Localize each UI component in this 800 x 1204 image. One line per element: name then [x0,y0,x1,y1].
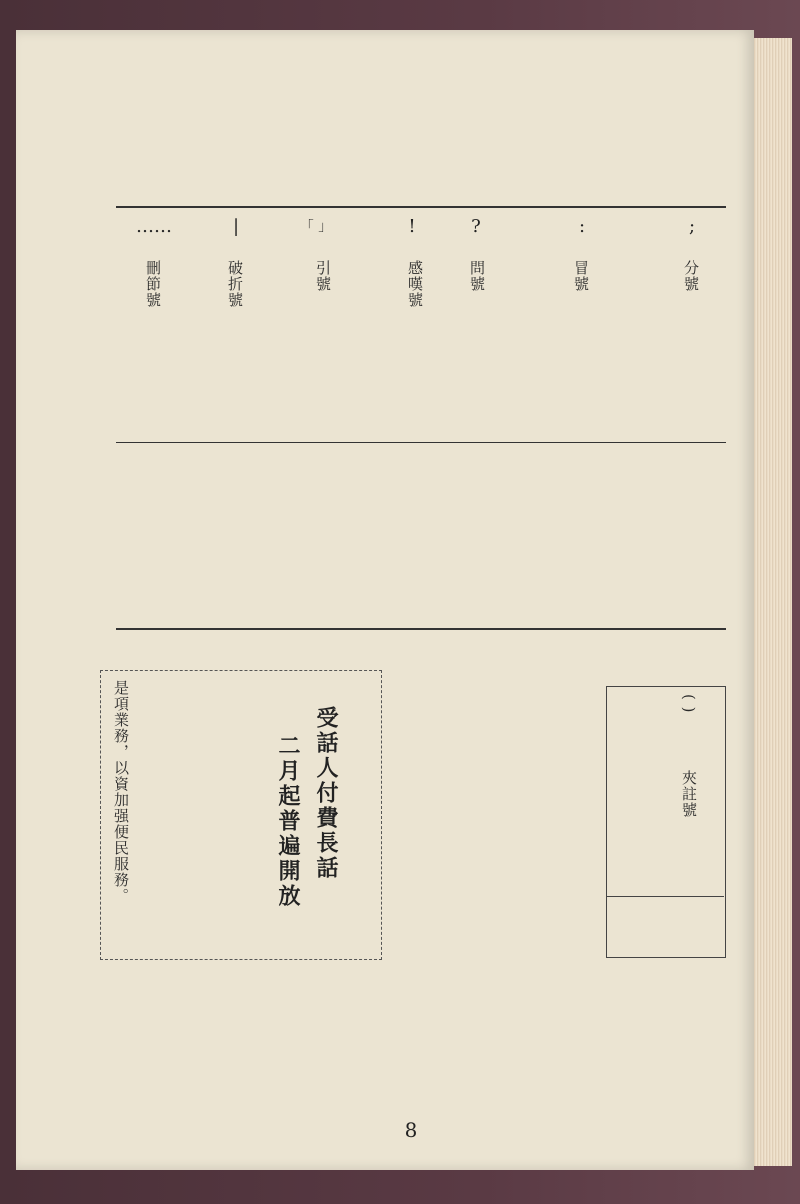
name-question: 問號 [468,260,486,292]
name-ellipsis: 刪節號 [144,260,162,308]
mark-dash: | [232,216,240,237]
page-number: 8 [404,1118,418,1142]
document-page [16,30,754,1170]
name-exclamation: 感嘆號 [406,260,424,308]
bracket-note-box [606,686,726,958]
name-dash: 破折號 [226,260,244,308]
name-colon: 冒號 [572,260,590,292]
bracket-note-divider [606,896,724,897]
bracket-mark: ( ) [680,694,698,714]
bracket-label: 夾註號 [680,770,698,818]
name-semicolon: 分號 [682,260,700,292]
mark-semicolon: ; [688,216,696,237]
mark-exclamation: ! [408,216,416,237]
mark-quote: 「 」 [299,219,333,235]
table-bottom-rule [116,628,726,630]
mark-question: ? [471,216,481,237]
table-top-rule [116,206,726,208]
page-stack-edge [752,38,792,1166]
mark-ellipsis: …… [136,216,172,237]
notice-subtitle: 二月起普遍開放 [275,734,300,909]
notice-end-line: 是項業務，以資加强便民服務。 [112,680,130,904]
notice-title: 受話人付費長話 [313,706,338,881]
name-quote: 引號 [314,260,332,292]
mark-colon: : [578,216,586,237]
table-mid-rule [116,442,726,443]
